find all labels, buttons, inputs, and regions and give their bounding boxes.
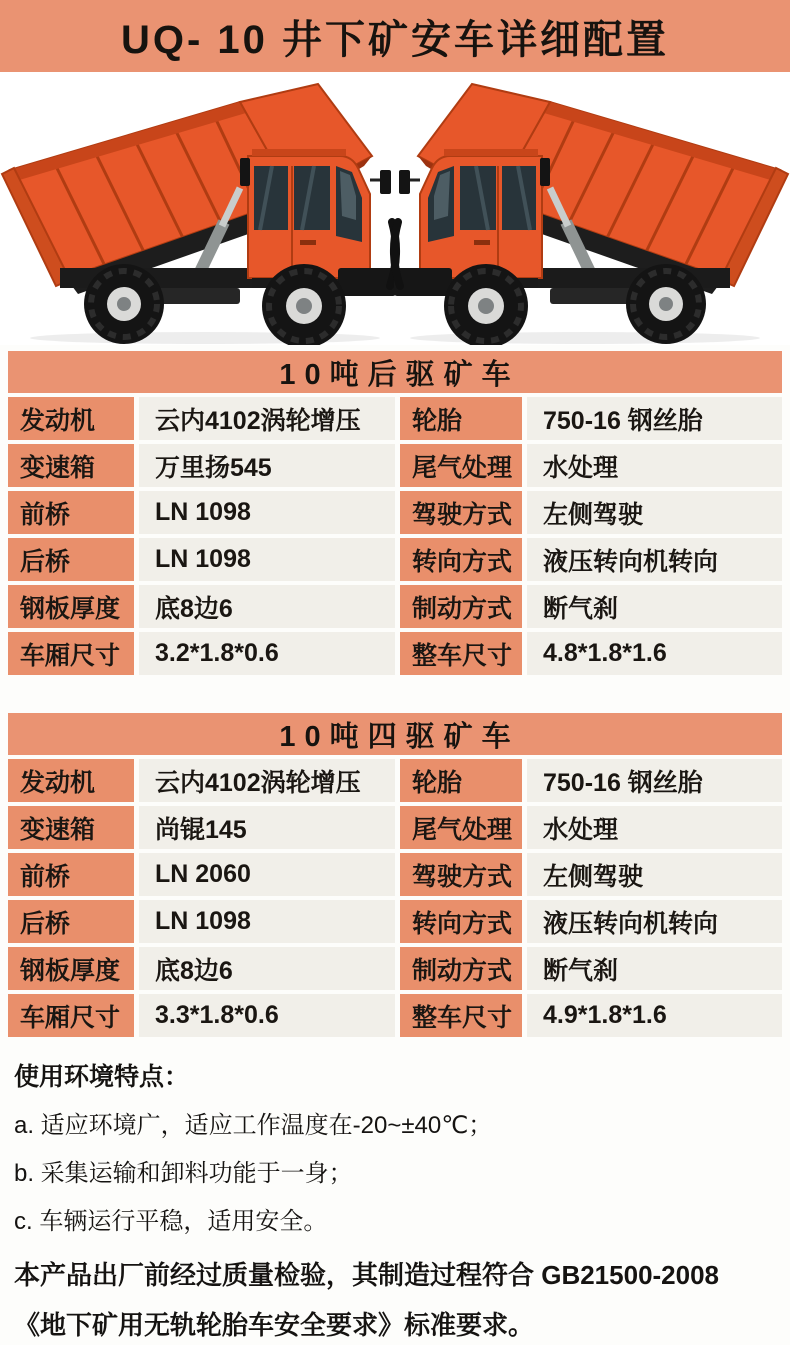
spec-label: 制动方式 bbox=[400, 947, 522, 990]
spec-value: 水处理 bbox=[527, 806, 782, 849]
compliance-line-2: 《地下矿用无轨轮胎车安全要求》标准要求。 bbox=[14, 1310, 535, 1340]
spec-label: 转向方式 bbox=[400, 900, 522, 943]
spec-label: 整车尺寸 bbox=[400, 994, 522, 1037]
spec-value: LN 2060 bbox=[139, 853, 395, 896]
spec-value: 750-16 钢丝胎 bbox=[527, 397, 782, 440]
spec-label: 转向方式 bbox=[400, 538, 522, 581]
page-title-bar bbox=[0, 0, 790, 72]
spec-value: 水处理 bbox=[527, 444, 782, 487]
dump-truck-photos bbox=[0, 72, 790, 345]
spec-label: 发动机 bbox=[8, 759, 134, 802]
spec-value: 4.8*1.8*1.6 bbox=[527, 632, 782, 675]
spec-value: 3.3*1.8*0.6 bbox=[139, 994, 395, 1037]
spec-value: 3.2*1.8*0.6 bbox=[139, 632, 395, 675]
compliance-statement bbox=[0, 1249, 790, 1345]
spec-label: 后桥 bbox=[8, 900, 134, 943]
spec-label: 前桥 bbox=[8, 491, 134, 534]
spec-value: 液压转向机转向 bbox=[527, 900, 782, 943]
spec-label: 车厢尺寸 bbox=[8, 632, 134, 675]
spec-value: 750-16 钢丝胎 bbox=[527, 759, 782, 802]
spec-value: 云内4102涡轮增压 bbox=[139, 759, 395, 802]
spec-label: 发动机 bbox=[8, 397, 134, 440]
table-title-four-wheel-drive: 10吨四驱矿车 bbox=[8, 713, 782, 755]
usage-notes bbox=[0, 1037, 790, 1236]
spec-label: 轮胎 bbox=[400, 397, 522, 440]
spec-value: LN 1098 bbox=[139, 538, 395, 581]
spec-label: 车厢尺寸 bbox=[8, 994, 134, 1037]
spec-label: 驾驶方式 bbox=[400, 491, 522, 534]
usage-note-c: c. 车辆运行平稳，适用安全。 bbox=[14, 1208, 328, 1235]
spec-label: 整车尺寸 bbox=[400, 632, 522, 675]
truck-photos bbox=[0, 72, 790, 345]
spec-value: 断气刹 bbox=[527, 947, 782, 990]
usage-note-a: a. 适应环境广，适应工作温度在-20~±40℃； bbox=[14, 1112, 493, 1139]
spec-table-four-wheel-drive bbox=[8, 713, 782, 1037]
spec-rows bbox=[8, 759, 782, 1037]
compliance-line-1: 本产品出厂前经过质量检验，其制造过程符合 GB21500-2008 bbox=[14, 1260, 720, 1290]
spec-value: 4.9*1.8*1.6 bbox=[527, 994, 782, 1037]
spec-label: 后桥 bbox=[8, 538, 134, 581]
spec-value: 万里扬545 bbox=[139, 444, 395, 487]
spec-value: 左侧驾驶 bbox=[527, 491, 782, 534]
usage-note-b: b. 采集运输和卸料功能于一身； bbox=[14, 1160, 353, 1187]
spec-label: 尾气处理 bbox=[400, 444, 522, 487]
spec-label: 尾气处理 bbox=[400, 806, 522, 849]
spec-label: 变速箱 bbox=[8, 444, 134, 487]
spec-value: LN 1098 bbox=[139, 900, 395, 943]
spec-label: 驾驶方式 bbox=[400, 853, 522, 896]
spec-value: LN 1098 bbox=[139, 491, 395, 534]
spec-label: 钢板厚度 bbox=[8, 585, 134, 628]
spec-label: 前桥 bbox=[8, 853, 134, 896]
spec-label: 钢板厚度 bbox=[8, 947, 134, 990]
table-title-rear-drive: 10吨后驱矿车 bbox=[8, 351, 782, 393]
truck-photo-left bbox=[2, 84, 396, 345]
spec-value: 底8边6 bbox=[139, 947, 395, 990]
spec-value: 底8边6 bbox=[139, 585, 395, 628]
spec-label: 变速箱 bbox=[8, 806, 134, 849]
spec-value: 断气刹 bbox=[527, 585, 782, 628]
spec-table-rear-drive bbox=[8, 351, 782, 675]
spec-value: 尚锟145 bbox=[139, 806, 395, 849]
truck-photo-right bbox=[394, 84, 788, 345]
spec-label: 制动方式 bbox=[400, 585, 522, 628]
spec-value: 云内4102涡轮增压 bbox=[139, 397, 395, 440]
spec-value: 左侧驾驶 bbox=[527, 853, 782, 896]
spec-value: 液压转向机转向 bbox=[527, 538, 782, 581]
page-title: UQ- 10 井下矿安车详细配置 bbox=[120, 17, 670, 62]
spec-label: 轮胎 bbox=[400, 759, 522, 802]
spec-rows bbox=[8, 397, 782, 675]
usage-notes-heading: 使用环境特点： bbox=[14, 1063, 190, 1091]
